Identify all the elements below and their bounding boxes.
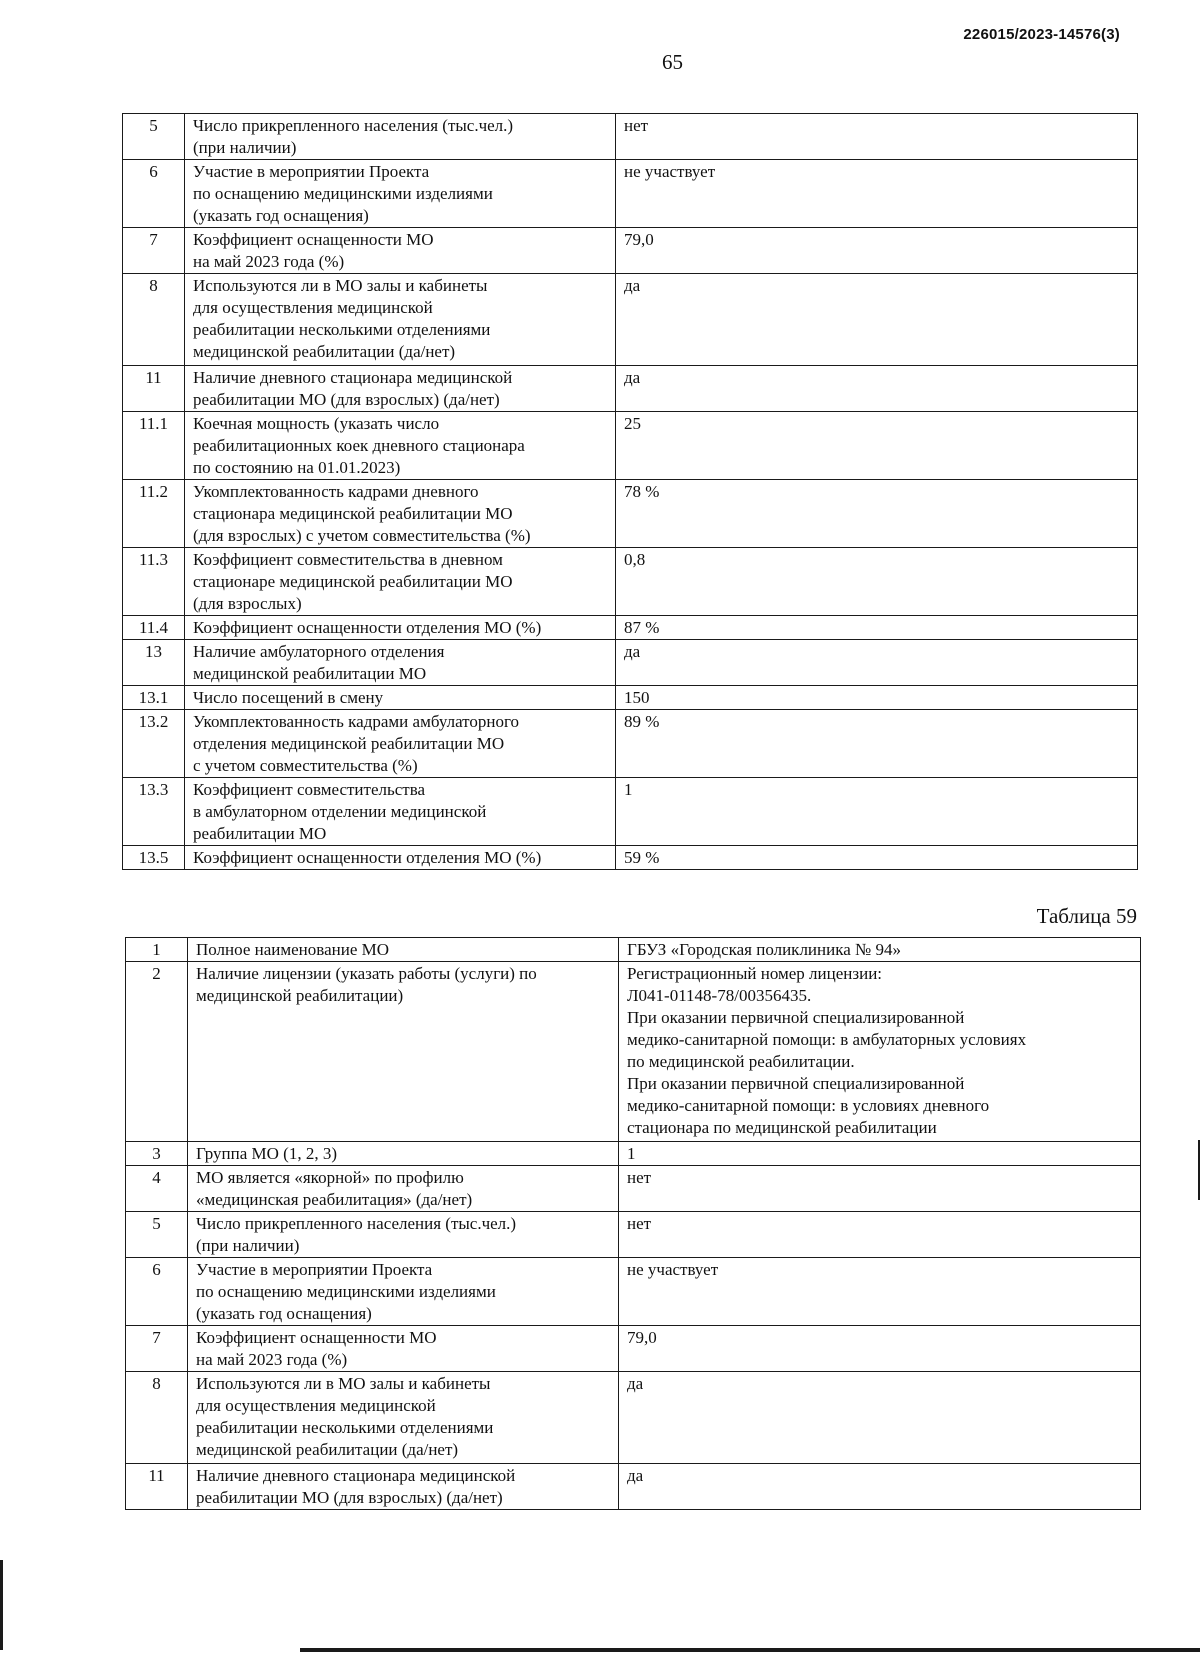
row-value: 0,8: [616, 548, 1138, 616]
table-row: [126, 1142, 1141, 1166]
table-row: [126, 1372, 1141, 1464]
row-value: 1: [616, 778, 1138, 846]
table-row: [126, 1258, 1141, 1326]
row-parameter: Наличие лицензии (указать работы (услуги) по медицинской реабилитации): [188, 962, 619, 1142]
row-parameter: Участие в мероприятии Проекта по оснащению медицинскими изделиями (указать год оснащения): [188, 1258, 619, 1326]
table-2-body: [126, 938, 1141, 1510]
table-row: [126, 962, 1141, 1142]
row-number: 8: [123, 274, 185, 366]
row-number: 11: [123, 366, 185, 412]
row-number: 5: [123, 114, 185, 160]
row-number: 6: [123, 160, 185, 228]
row-parameter: Коэффициент совместительства в амбулаторном отделении медицинской реабилитации МО: [185, 778, 616, 846]
row-number: 8: [126, 1372, 188, 1464]
row-value: 150: [616, 686, 1138, 710]
row-parameter: Коэффициент оснащенности МО на май 2023 года (%): [188, 1326, 619, 1372]
table-row: [126, 1464, 1141, 1510]
row-number: 13.1: [123, 686, 185, 710]
row-number: 7: [123, 228, 185, 274]
row-value: не участвует: [616, 160, 1138, 228]
row-parameter: Наличие дневного стационара медицинской реабилитации МО (для взрослых) (да/нет): [185, 366, 616, 412]
table-row: [123, 114, 1138, 160]
row-number: 2: [126, 962, 188, 1142]
row-value: нет: [619, 1212, 1141, 1258]
table-row: [126, 1212, 1141, 1258]
row-parameter: Коечная мощность (указать число реабилитационных коек дневного стационара по состоянию на 01.01.2023): [185, 412, 616, 480]
row-value: нет: [616, 114, 1138, 160]
table-row: [126, 1326, 1141, 1372]
row-value: не участвует: [619, 1258, 1141, 1326]
table-row: [123, 228, 1138, 274]
row-number: 11.4: [123, 616, 185, 640]
row-parameter: Используются ли в МО залы и кабинеты для осуществления медицинской реабилитации несколькими отделениями медицинской реабилитации (да/нет): [185, 274, 616, 366]
row-value: 79,0: [616, 228, 1138, 274]
table-row: [123, 480, 1138, 548]
row-parameter: Коэффициент совместительства в дневном стационаре медицинской реабилитации МО (для взрослых): [185, 548, 616, 616]
row-parameter: Коэффициент оснащенности отделения МО (%): [185, 616, 616, 640]
row-value: да: [619, 1464, 1141, 1510]
row-value: 89 %: [616, 710, 1138, 778]
row-value: да: [619, 1372, 1141, 1464]
row-value: да: [616, 366, 1138, 412]
row-value: 1: [619, 1142, 1141, 1166]
row-value: 25: [616, 412, 1138, 480]
row-parameter: Группа МО (1, 2, 3): [188, 1142, 619, 1166]
row-number: 1: [126, 938, 188, 962]
row-parameter: Коэффициент оснащенности МО на май 2023 года (%): [185, 228, 616, 274]
table-row: [123, 778, 1138, 846]
row-parameter: Участие в мероприятии Проекта по оснащению медицинскими изделиями (указать год оснащения): [185, 160, 616, 228]
table-row: [123, 640, 1138, 686]
row-number: 13.5: [123, 846, 185, 870]
table-1-body: [123, 114, 1138, 870]
table-row: [126, 1166, 1141, 1212]
row-value: Регистрационный номер лицензии: Л041-01148-78/00356435. При оказании первичной специализированной медико-санитарной помощи: в амбулаторных условиях по медицинской реабилитации. При оказании первичной специализированной медико-санитарной помощи: в условиях дневного стационара по медицинской реабилитации: [619, 962, 1141, 1142]
row-parameter: Укомплектованность кадрами амбулаторного отделения медицинской реабилитации МО с учетом совместительства (%): [185, 710, 616, 778]
row-number: 5: [126, 1212, 188, 1258]
row-number: 11.1: [123, 412, 185, 480]
row-number: 11.2: [123, 480, 185, 548]
scan-edge-mark: [300, 1648, 1200, 1652]
row-parameter: МО является «якорной» по профилю «медицинская реабилитация» (да/нет): [188, 1166, 619, 1212]
table-row: [126, 938, 1141, 962]
table-row: [123, 412, 1138, 480]
row-value: да: [616, 640, 1138, 686]
page-number: 65: [662, 50, 683, 74]
row-value: 79,0: [619, 1326, 1141, 1372]
scan-edge-mark: [0, 1560, 3, 1650]
row-parameter: Число прикрепленного населения (тыс.чел.) (при наличии): [188, 1212, 619, 1258]
row-number: 13.2: [123, 710, 185, 778]
row-parameter: Используются ли в МО залы и кабинеты для осуществления медицинской реабилитации несколькими отделениями медицинской реабилитации (да/нет): [188, 1372, 619, 1464]
row-parameter: Укомплектованность кадрами дневного стационара медицинской реабилитации МО (для взрослых) с учетом совместительства (%): [185, 480, 616, 548]
row-value: 78 %: [616, 480, 1138, 548]
row-parameter: Наличие амбулаторного отделения медицинской реабилитации МО: [185, 640, 616, 686]
table-row: [123, 160, 1138, 228]
row-number: 13.3: [123, 778, 185, 846]
table-row: [123, 710, 1138, 778]
table-row: [123, 548, 1138, 616]
row-number: 11: [126, 1464, 188, 1510]
table-row: [123, 686, 1138, 710]
document-id: 226015/2023-14576(3): [963, 26, 1120, 43]
row-number: 11.3: [123, 548, 185, 616]
table-row: [123, 846, 1138, 870]
table-row: [123, 616, 1138, 640]
row-parameter: Коэффициент оснащенности отделения МО (%): [185, 846, 616, 870]
row-parameter: Полное наименование МО: [188, 938, 619, 962]
row-number: 13: [123, 640, 185, 686]
table-row: [123, 274, 1138, 366]
row-number: 6: [126, 1258, 188, 1326]
row-parameter: Число посещений в смену: [185, 686, 616, 710]
row-value: 87 %: [616, 616, 1138, 640]
row-number: 3: [126, 1142, 188, 1166]
row-value: 59 %: [616, 846, 1138, 870]
table-caption: Таблица 59: [1036, 904, 1137, 928]
row-number: 7: [126, 1326, 188, 1372]
row-value: ГБУЗ «Городская поликлиника № 94»: [619, 938, 1141, 962]
row-value: да: [616, 274, 1138, 366]
row-parameter: Наличие дневного стационара медицинской реабилитации МО (для взрослых) (да/нет): [188, 1464, 619, 1510]
table-continued: [122, 113, 1138, 870]
row-parameter: Число прикрепленного населения (тыс.чел.) (при наличии): [185, 114, 616, 160]
table-row: [123, 366, 1138, 412]
row-value: нет: [619, 1166, 1141, 1212]
table-59: [125, 937, 1141, 1510]
row-number: 4: [126, 1166, 188, 1212]
